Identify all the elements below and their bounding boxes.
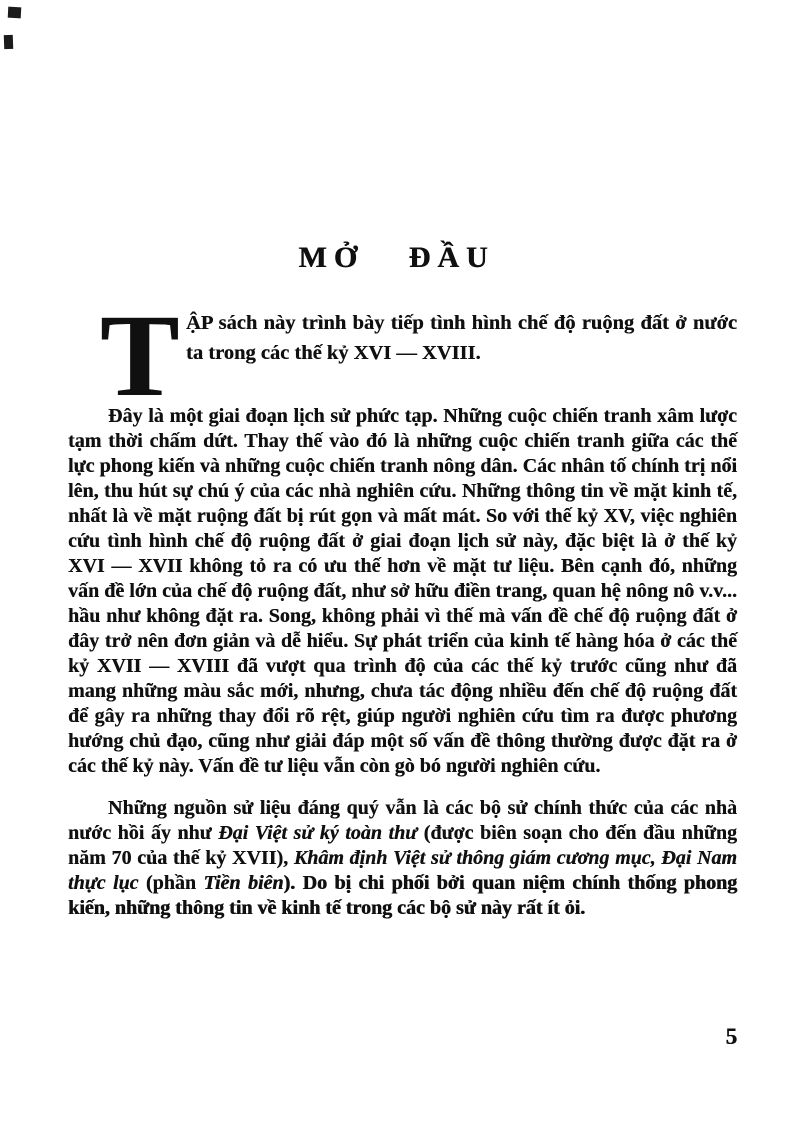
page-number: 5	[725, 1024, 737, 1049]
text-segment: Đại Việt sử ký toàn thư	[218, 822, 418, 844]
lead-text: ẬP sách này trình bày tiếp tình hình chế độ ruộng đất ở nước ta trong các thế kỷ XVI — XVIII.	[186, 312, 737, 364]
text-segment: Tiền biên	[203, 872, 284, 894]
text-segment: Đây là một giai đoạn lịch sử phức tạp. Những cuộc chiến tranh xâm lược tạm thời chấm dứt. Thay thế vào đó là những cuộc chiến tranh giữa các thế lực phong kiến và những cuộc chiến tranh nông dân. Các nhân tố chính trị nổi lên, thu hút sự chú ý của các nhà nghiên cứu. Những thông tin về mặt kinh tế, nhất là về mặt ruộng đất bị rút gọn và mất mát. So với thế kỷ XV, việc nghiên cứu tình hình chế độ ruộng đất ở giai đoạn lịch sử này, đặc biệt là ở thế kỷ XVI — XVII không tỏ ra có ưu thế hơn về mặt tư liệu. Bên cạnh đó, những vấn đề lớn của chế độ ruộng đất, như sở hữu điền trang, quan hệ nông nô v.v... hầu như không đặt ra. Song, không phải vì thế mà vấn đề chế độ ruộng đất ở đây trở nên đơn giản và dễ hiểu. Sự phát triển của kinh tế hàng hóa ở các thế kỷ XVII — XVIII đã vượt qua trình độ của các thế kỷ trước cũng như đã mang những màu sắc mới, nhưng, chưa tác động nhiều đến chế độ ruộng đất để gây ra những thay đổi rõ rệt, giúp người nghiên cứu tìm ra được phương hướng chủ đạo, cũng như giải đáp một số vấn đề thông thường được đặt ra ở các thế kỷ này. Vấn đề tư liệu vẫn còn gò bó người nghiên cứu.	[68, 405, 737, 777]
text-segment: (phần	[138, 872, 204, 894]
lead-paragraph	[68, 290, 737, 421]
text-segment: Khâm định Việt sử thông giám cương mục, Đại Nam thực lục	[68, 847, 737, 894]
text-segment: Những nguồn sử liệu đáng quý vẫn là các bộ sử chính thức của các nhà nước hồi ấy như	[68, 797, 737, 844]
page-title: MỞ ĐẦU	[298, 241, 495, 274]
text-segment: ). Do bị chi phối bởi quan niệm chính thống phong kiến, những thông tin về kinh tế trong các bộ sử này rất ít ỏi.	[68, 872, 738, 919]
drop-cap-letter: T	[100, 290, 179, 421]
scan-ink-mark	[8, 7, 22, 19]
scan-ink-mark	[4, 35, 13, 49]
paragraph	[68, 404, 737, 779]
paragraph	[68, 796, 737, 921]
page-content	[68, 290, 738, 921]
text-segment: (được biên soạn cho đến đầu những năm 70 của thế kỷ XVII),	[68, 822, 737, 869]
